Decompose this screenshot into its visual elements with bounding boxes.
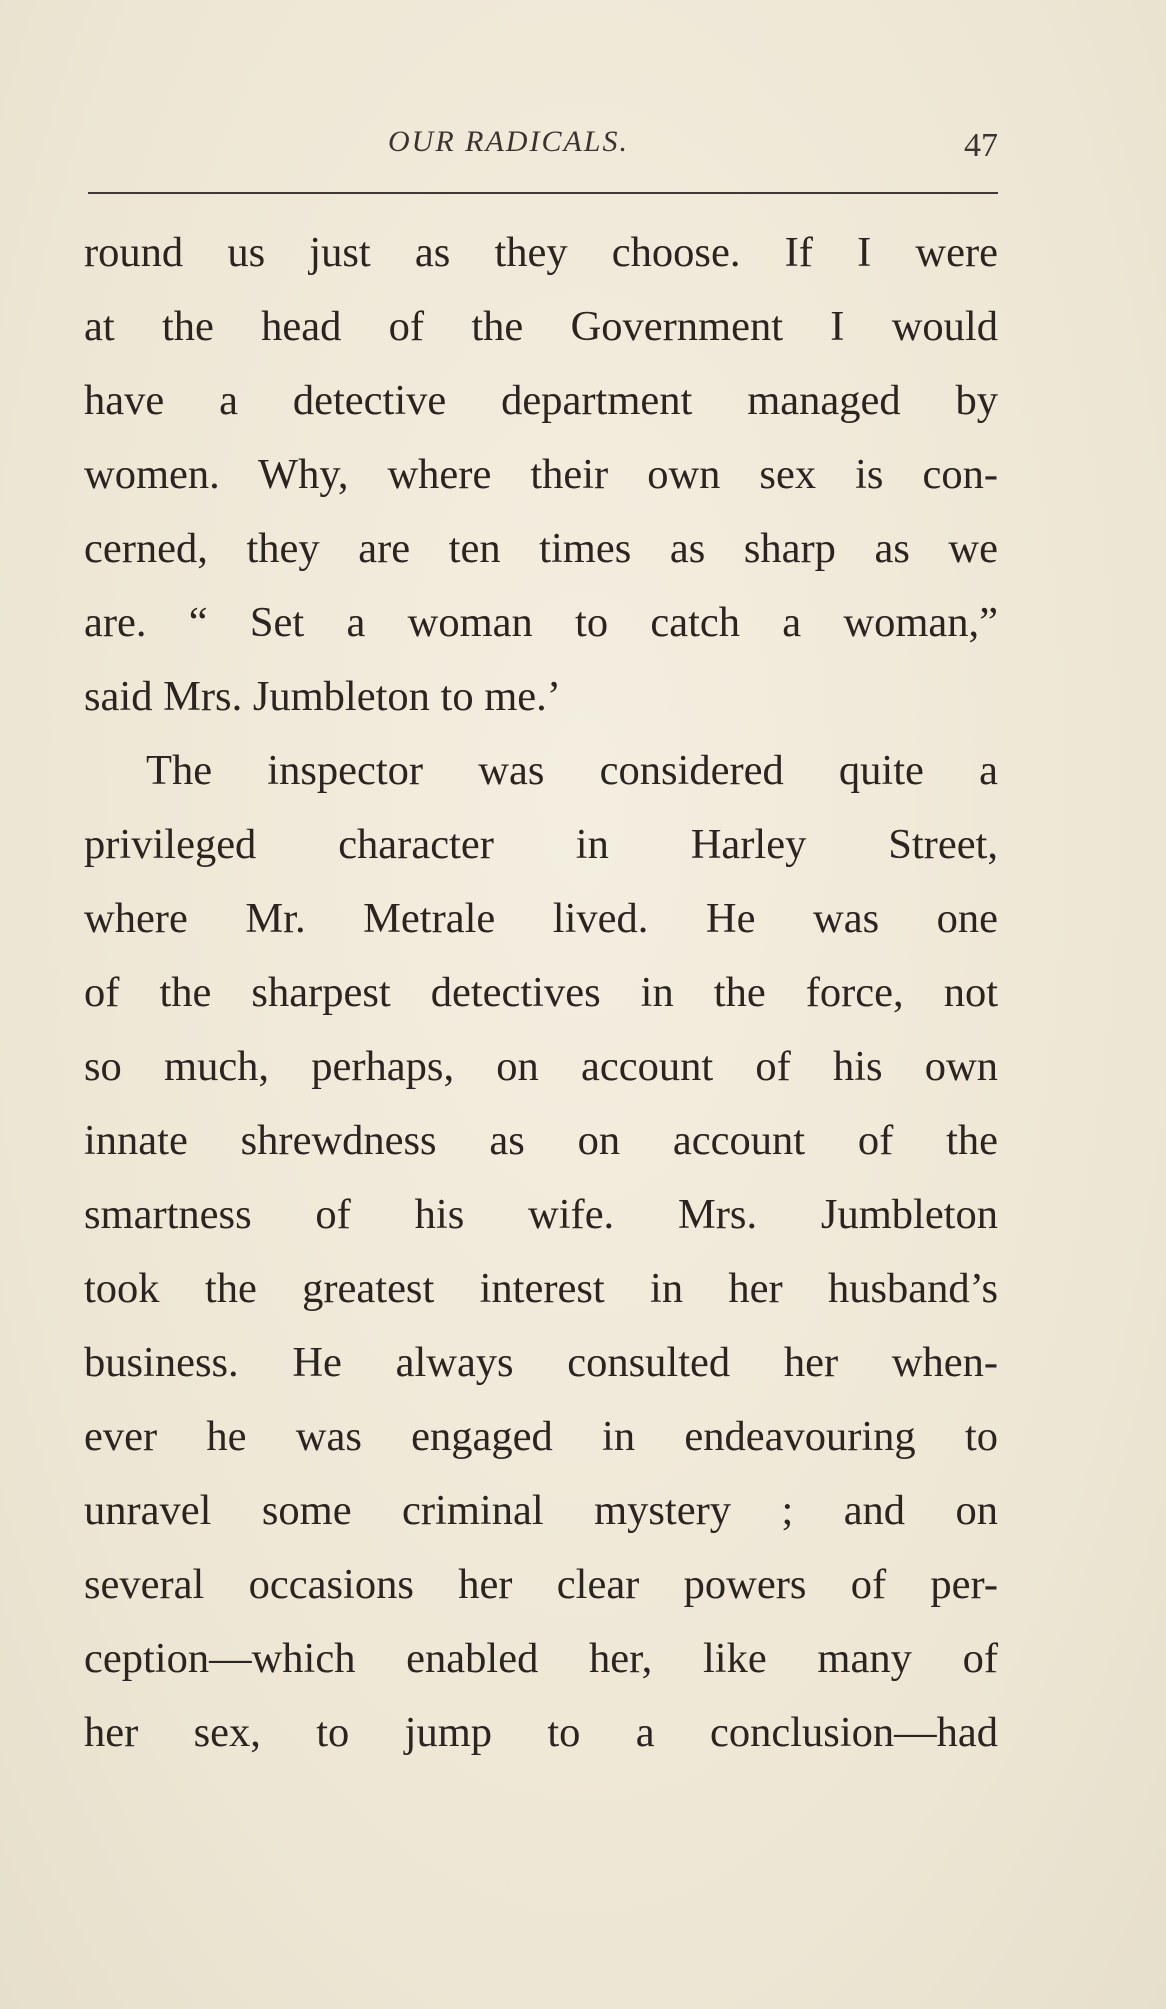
text-line: privileged character in Harley Street, <box>84 821 998 868</box>
running-title: OUR RADICALS. <box>388 125 629 158</box>
text-line: have a detective department managed by <box>84 377 998 424</box>
text-line: ever he was engaged in endeavouring to <box>84 1413 998 1460</box>
text-line: unravel some criminal mystery ; and on <box>84 1487 998 1534</box>
body-text <box>84 216 998 1770</box>
text-line: women. Why, where their own sex is con- <box>84 451 998 498</box>
text-line: said Mrs. Jumbleton to me.’ <box>84 673 561 720</box>
text-line: smartness of his wife. Mrs. Jumbleton <box>84 1191 998 1238</box>
text-line: The inspector was considered quite a <box>146 747 998 794</box>
header-rule <box>88 192 998 194</box>
text-line: took the greatest interest in her husband’s <box>84 1265 998 1312</box>
text-line: round us just as they choose. If I were <box>84 229 998 276</box>
text-line: so much, perhaps, on account of his own <box>84 1043 998 1090</box>
text-line: where Mr. Metrale lived. He was one <box>84 895 998 942</box>
text-line: business. He always consulted her when- <box>84 1339 998 1386</box>
text-line: innate shrewdness as on account of the <box>84 1117 998 1164</box>
text-line: of the sharpest detectives in the force, not <box>84 969 998 1016</box>
text-line: are. “ Set a woman to catch a woman,” <box>84 599 998 646</box>
running-head <box>0 125 1166 175</box>
text-line: cerned, they are ten times as sharp as we <box>84 525 998 572</box>
text-line: several occasions her clear powers of per- <box>84 1561 998 1608</box>
text-line: ception—which enabled her, like many of <box>84 1635 998 1682</box>
text-line: her sex, to jump to a conclusion—had <box>84 1709 998 1756</box>
text-line: at the head of the Government I would <box>84 303 998 350</box>
page-number: 47 <box>964 127 998 164</box>
